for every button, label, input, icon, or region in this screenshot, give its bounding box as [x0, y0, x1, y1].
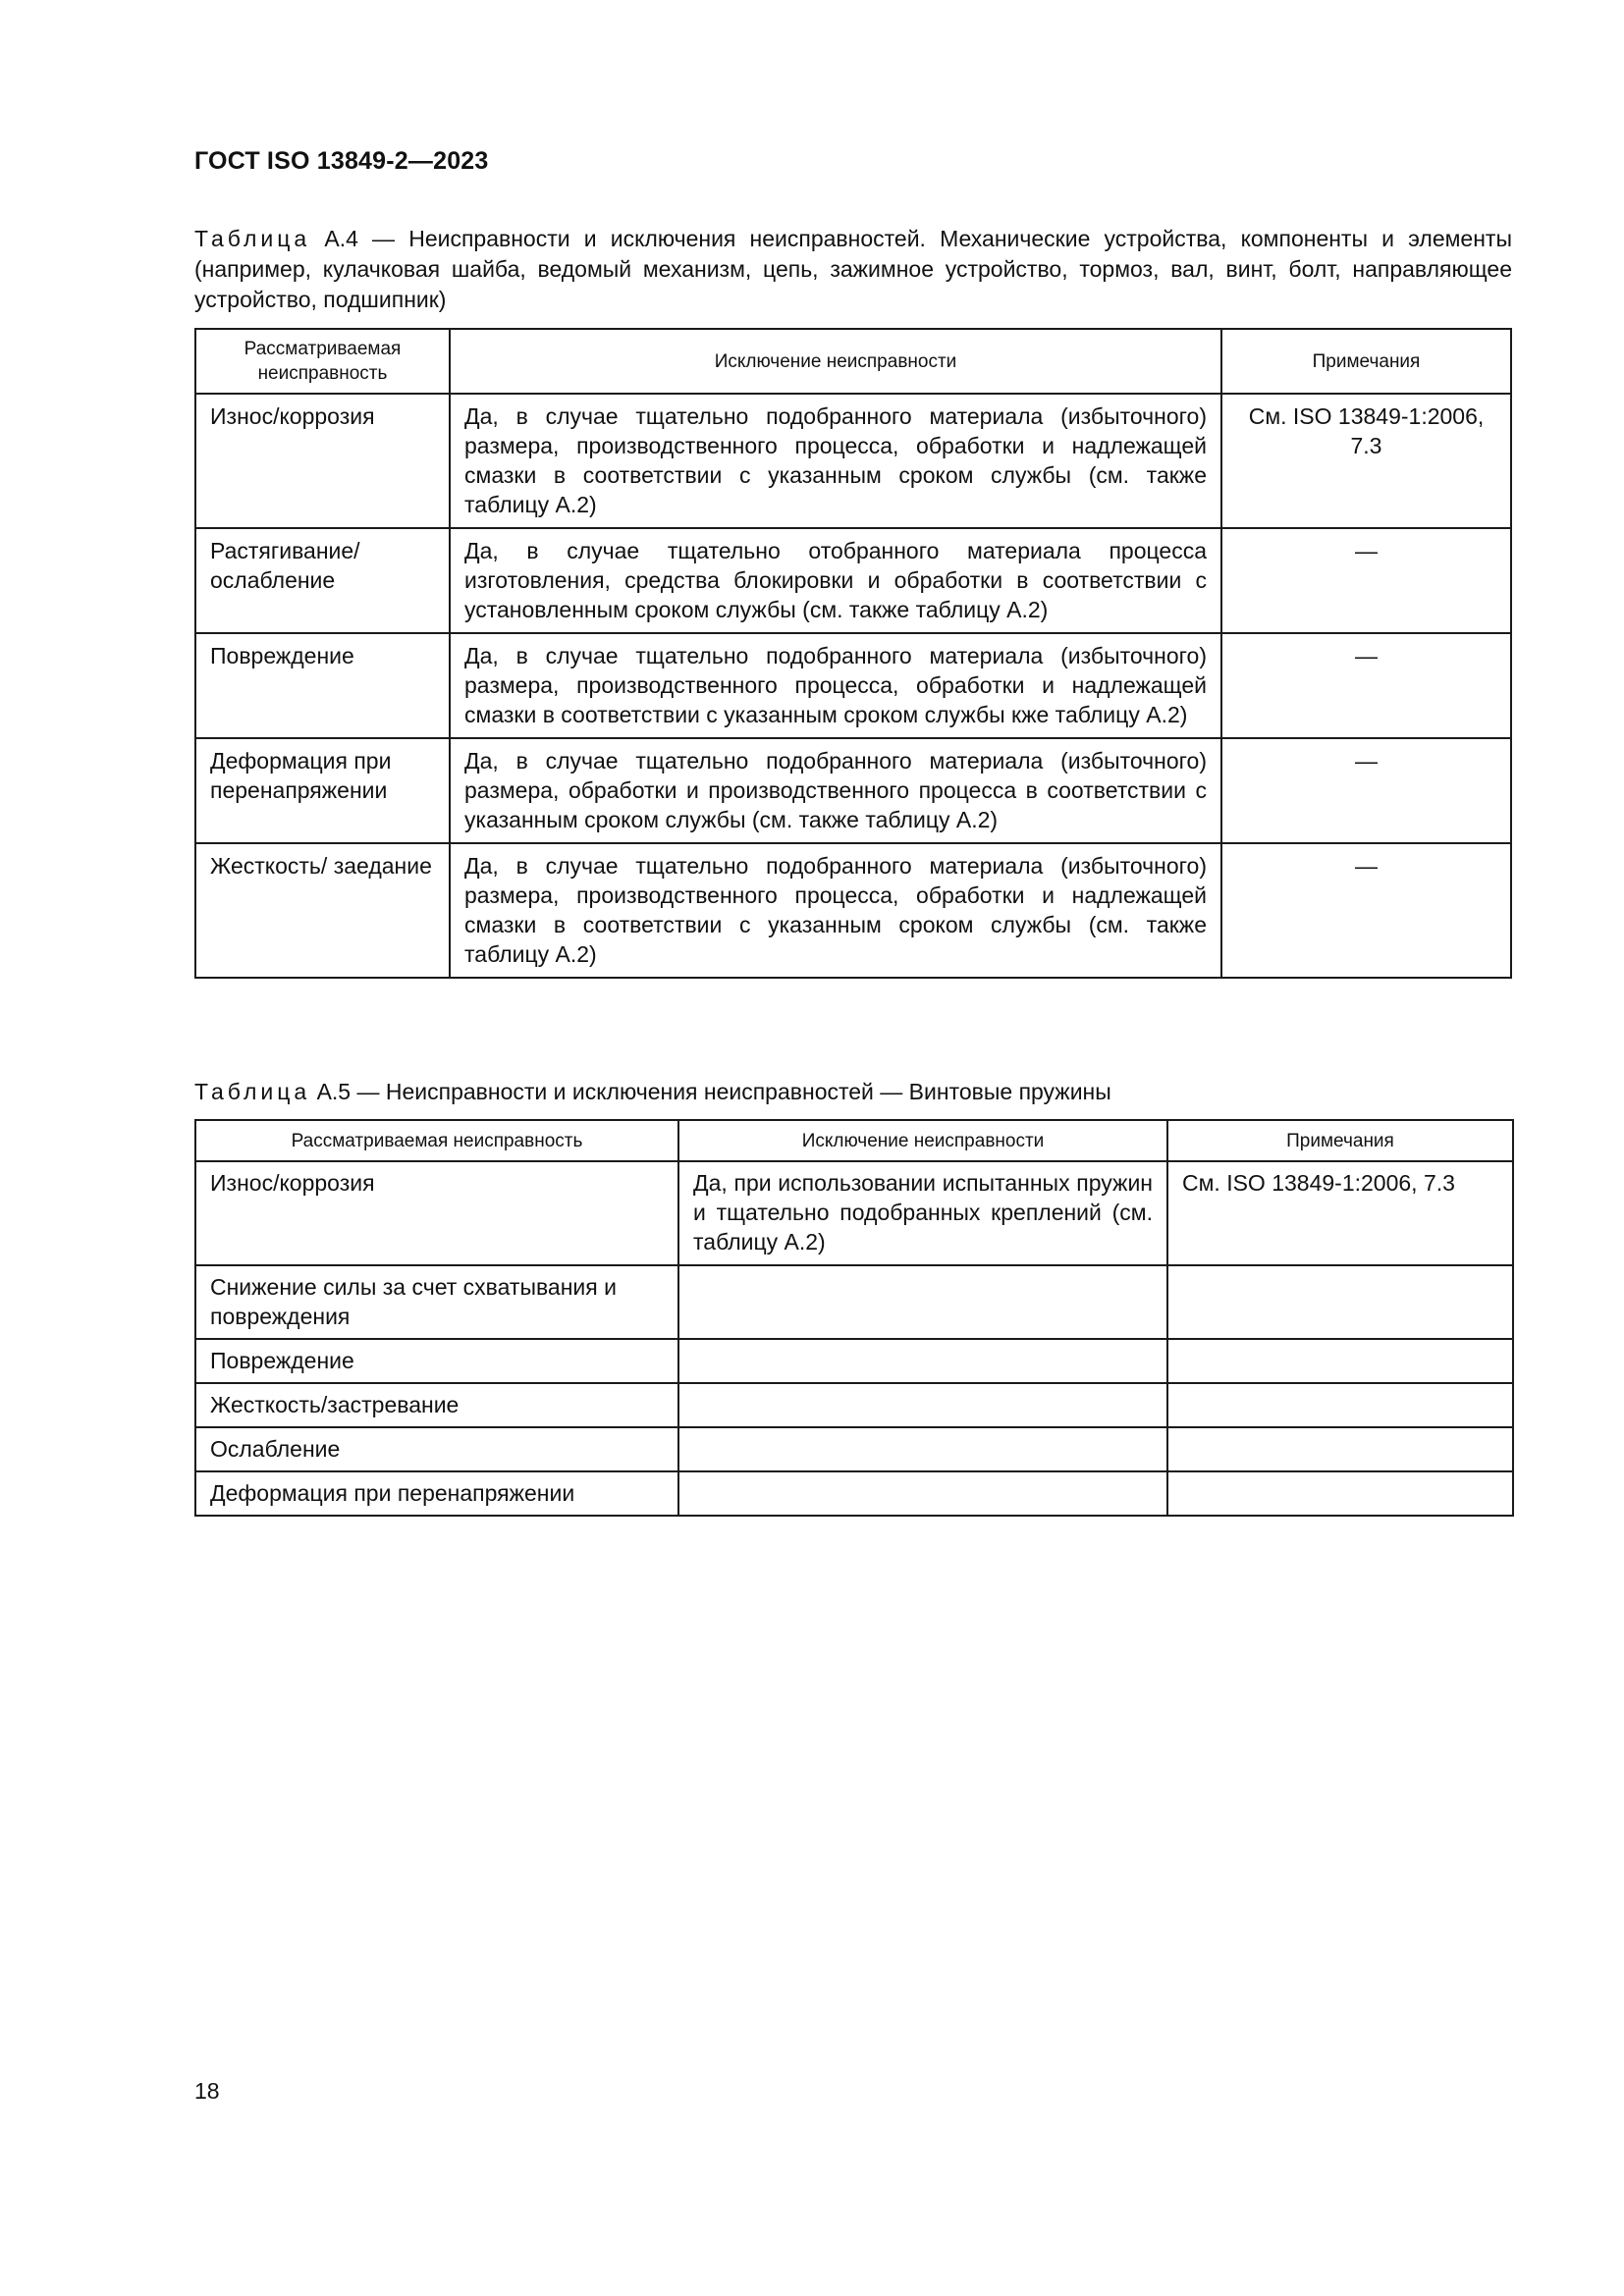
table-a5-caption-label: Таблица [194, 1079, 311, 1104]
fault-cell: Жесткость/ заедание [195, 843, 450, 978]
table-a4-caption-label: Таблица [194, 226, 311, 251]
note-cell [1167, 1265, 1513, 1339]
exclusion-cell: Да, в случае тщательно подобранного материала (избыточного) размера, обработки и производственного процесса в соответствии с указанным сроком службы (см. также таблицу А.2) [450, 738, 1221, 843]
note-cell: — [1221, 633, 1511, 738]
fault-cell: Снижение силы за счет схватывания и повреждения [195, 1265, 678, 1339]
note-cell: — [1221, 528, 1511, 633]
exclusion-cell: Да, в случае тщательно подобранного материала (избыточного) размера, производственного процесса, обработки и надлежащей смазки в соответствии с указанным сроком службы (см. также таблицу А.2) [450, 394, 1221, 528]
table-a4 [194, 328, 1512, 979]
table-a5-caption-text: А.5 — Неисправности и исключения неисправностей — Винтовые пружины [310, 1079, 1111, 1104]
fault-cell: Растягивание/ ослабление [195, 528, 450, 633]
note-cell: См. ISO 13849-1:2006, 7.3 [1221, 394, 1511, 528]
table-row [195, 1427, 1513, 1471]
exclusion-cell: Да, в случае тщательно отобранного материала процесса изготовления, средства блокировки и обработки в соответствии с установленным сроком службы (см. также таблицу А.2) [450, 528, 1221, 633]
column-header-exclusion: Исключение неисправности [450, 329, 1221, 394]
table-row [195, 843, 1511, 978]
fault-cell: Износ/коррозия [195, 394, 450, 528]
table-row [195, 633, 1511, 738]
note-cell: — [1221, 738, 1511, 843]
table-row [195, 1471, 1513, 1516]
table-row [195, 394, 1511, 528]
table-row [195, 1265, 1513, 1339]
column-header-notes: Примечания [1221, 329, 1511, 394]
table-a5-caption [194, 1077, 1512, 1107]
table-row [195, 528, 1511, 633]
table-a4-caption-text: А.4 — Неисправности и исключения неисправностей. Механические устройства, компоненты и элементы (например, кулачковая шайба, ведомый механизм, цепь, зажимное устройство, тормоз, вал, винт, болт, направляющее устройство, подшипник) [194, 226, 1512, 312]
note-cell: — [1221, 843, 1511, 978]
note-cell [1167, 1427, 1513, 1471]
fault-cell: Износ/коррозия [195, 1161, 678, 1265]
table-header-row [195, 329, 1511, 394]
exclusion-cell [678, 1339, 1167, 1383]
exclusion-cell [678, 1471, 1167, 1516]
fault-cell: Жесткость/застревание [195, 1383, 678, 1427]
note-cell [1167, 1339, 1513, 1383]
fault-cell: Деформация при перенапряжении [195, 738, 450, 843]
column-header-fault: Рассматриваемая неисправность [195, 1120, 678, 1161]
exclusion-cell: Да, при использовании испытанных пружин и тщательно подобранных креплений (см. таблицу А.2) [678, 1161, 1167, 1265]
table-row [195, 1161, 1513, 1265]
table-row [195, 1383, 1513, 1427]
fault-cell: Повреждение [195, 1339, 678, 1383]
note-cell [1167, 1471, 1513, 1516]
column-header-exclusion: Исключение неисправности [678, 1120, 1167, 1161]
exclusion-cell: Да, в случае тщательно подобранного материала (избыточного) размера, производственного процесса, обработки и надлежащей смазки в соответствии с указанным сроком службы (см. также таблицу А.2) [450, 843, 1221, 978]
exclusion-cell [678, 1383, 1167, 1427]
table-row [195, 1339, 1513, 1383]
fault-cell: Повреждение [195, 633, 450, 738]
exclusion-cell: Да, в случае тщательно подобранного материала (избыточного) размера, производственного процесса, обработки и надлежащей смазки в соответствии с указанным сроком службы кже таблицу А.2) [450, 633, 1221, 738]
fault-cell: Деформация при перенапряжении [195, 1471, 678, 1516]
exclusion-cell [678, 1427, 1167, 1471]
note-cell: См. ISO 13849-1:2006, 7.3 [1167, 1161, 1513, 1265]
table-row [195, 738, 1511, 843]
column-header-fault: Рассматриваемая неисправность [195, 329, 450, 394]
page-number: 18 [194, 2078, 220, 2104]
exclusion-cell [678, 1265, 1167, 1339]
column-header-notes: Примечания [1167, 1120, 1513, 1161]
table-a5 [194, 1119, 1514, 1517]
document-code-header: ГОСТ ISO 13849-2—2023 [194, 147, 489, 175]
fault-cell: Ослабление [195, 1427, 678, 1471]
table-header-row [195, 1120, 1513, 1161]
note-cell [1167, 1383, 1513, 1427]
table-a4-caption [194, 224, 1512, 315]
